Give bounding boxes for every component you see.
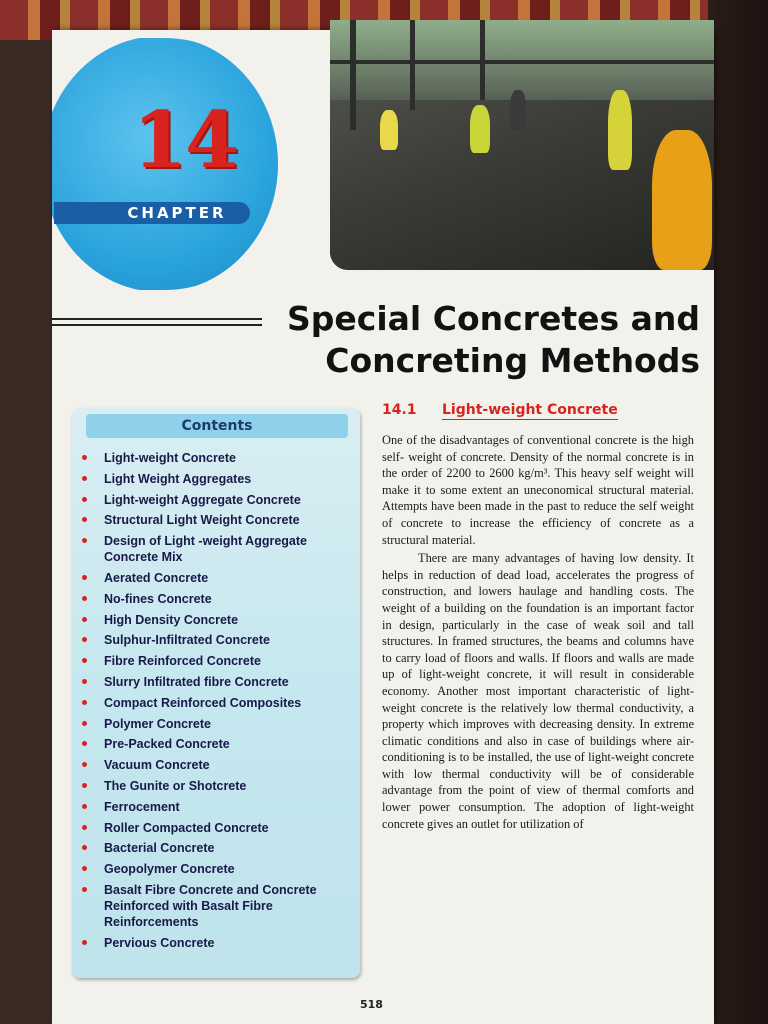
contents-item[interactable]: Aerated Concrete: [80, 570, 350, 586]
contents-item[interactable]: Light-weight Concrete: [80, 450, 350, 466]
contents-item[interactable]: Structural Light Weight Concrete: [80, 512, 350, 528]
bullet-icon: [82, 887, 87, 892]
contents-item[interactable]: Geopolymer Concrete: [80, 861, 350, 877]
contents-item[interactable]: No-fines Concrete: [80, 591, 350, 607]
bullet-icon: [82, 721, 87, 726]
section-number: 14.1: [382, 402, 417, 418]
bullet-icon: [82, 658, 87, 663]
contents-item[interactable]: Vacuum Concrete: [80, 757, 350, 773]
contents-item[interactable]: Sulphur-Infiltrated Concrete: [80, 632, 350, 648]
chapter-title-line1: Special Concretes and: [287, 299, 700, 338]
contents-box: [72, 408, 360, 978]
contents-item[interactable]: Pre-Packed Concrete: [80, 736, 350, 752]
contents-item[interactable]: Basalt Fibre Concrete and Concrete Reinforced with Basalt Fibre Reinforcements: [80, 882, 350, 930]
contents-item[interactable]: Roller Compacted Concrete: [80, 820, 350, 836]
contents-item[interactable]: Bacterial Concrete: [80, 840, 350, 856]
bullet-icon: [82, 804, 87, 809]
contents-item[interactable]: Compact Reinforced Composites: [80, 695, 350, 711]
contents-item[interactable]: Polymer Concrete: [80, 716, 350, 732]
chapter-label: CHAPTER: [127, 204, 227, 222]
contents-item[interactable]: Ferrocement: [80, 799, 350, 815]
contents-item[interactable]: Fibre Reinforced Concrete: [80, 653, 350, 669]
page-number: 518: [360, 998, 383, 1011]
chapter-number: 14: [132, 95, 238, 186]
section-title: Light-weight Concrete: [442, 402, 618, 418]
bullet-icon: [82, 476, 87, 481]
body-paragraph-1: One of the disadvantages of conventional concrete is the high self- weight of concrete. Density of the normal concrete is in the order of 2200 to 2600 kg/m³. This heavy self weight will make it to some extent an uneconomical structural material. Attempts have been made in the past to reduce the self weight of concrete to increase the efficiency of concrete as a structural material.: [382, 433, 694, 547]
chapter-photo: [330, 20, 714, 270]
bullet-icon: [82, 741, 87, 746]
contents-item[interactable]: Design of Light -weight Aggregate Concrete Mix: [80, 533, 350, 565]
bullet-icon: [82, 825, 87, 830]
bullet-icon: [82, 940, 87, 945]
contents-item[interactable]: Pervious Concrete: [80, 935, 350, 951]
section-body: [382, 432, 694, 832]
contents-item[interactable]: Light-weight Aggregate Concrete: [80, 492, 350, 508]
contents-heading: Contents: [86, 414, 348, 438]
contents-item[interactable]: High Density Concrete: [80, 612, 350, 628]
bullet-icon: [82, 497, 87, 502]
chapter-title: [242, 298, 700, 382]
bullet-icon: [82, 700, 87, 705]
bullet-icon: [82, 783, 87, 788]
bullet-icon: [82, 517, 87, 522]
bullet-icon: [82, 538, 87, 543]
bullet-icon: [82, 455, 87, 460]
contents-item[interactable]: Slurry Infiltrated fibre Concrete: [80, 674, 350, 690]
bullet-icon: [82, 679, 87, 684]
bullet-icon: [82, 596, 87, 601]
body-paragraph-2: There are many advantages of having low density. It helps in reduction of dead load, accelerates the progress of construction, and lowers haulage and handling costs. The weight of a building on the foundation is an important factor in design, particularly in the case of weak soil and tall structures. In framed structures, the beams and columns have to carry load of floors and walls. If floors and walls are made up of light-weight concrete, it will result in considerable economy. Another most important characteristic of light-weight concrete is the relatively low thermal conductivity, a property which improves with decreasing density. In extreme climatic conditions and also in case of buildings where air-conditioning is to be installed, the use of light-weight concrete with low thermal conductivity will be of considerable advantage from the point of view of thermal comforts and lower power consumption. The adoption of light-weight concrete gives an outlet for utilization of: [382, 551, 694, 831]
title-rule-bottom: [52, 324, 262, 326]
background-edge: [708, 0, 768, 1024]
bullet-icon: [82, 575, 87, 580]
bullet-icon: [82, 617, 87, 622]
contents-item[interactable]: The Gunite or Shotcrete: [80, 778, 350, 794]
chapter-title-line2: Concreting Methods: [325, 341, 700, 380]
bullet-icon: [82, 762, 87, 767]
bullet-icon: [82, 637, 87, 642]
bullet-icon: [82, 845, 87, 850]
bullet-icon: [82, 866, 87, 871]
contents-item[interactable]: Light Weight Aggregates: [80, 471, 350, 487]
contents-list: [80, 450, 350, 956]
book-page: [52, 30, 714, 1024]
title-rule-top: [52, 318, 262, 320]
